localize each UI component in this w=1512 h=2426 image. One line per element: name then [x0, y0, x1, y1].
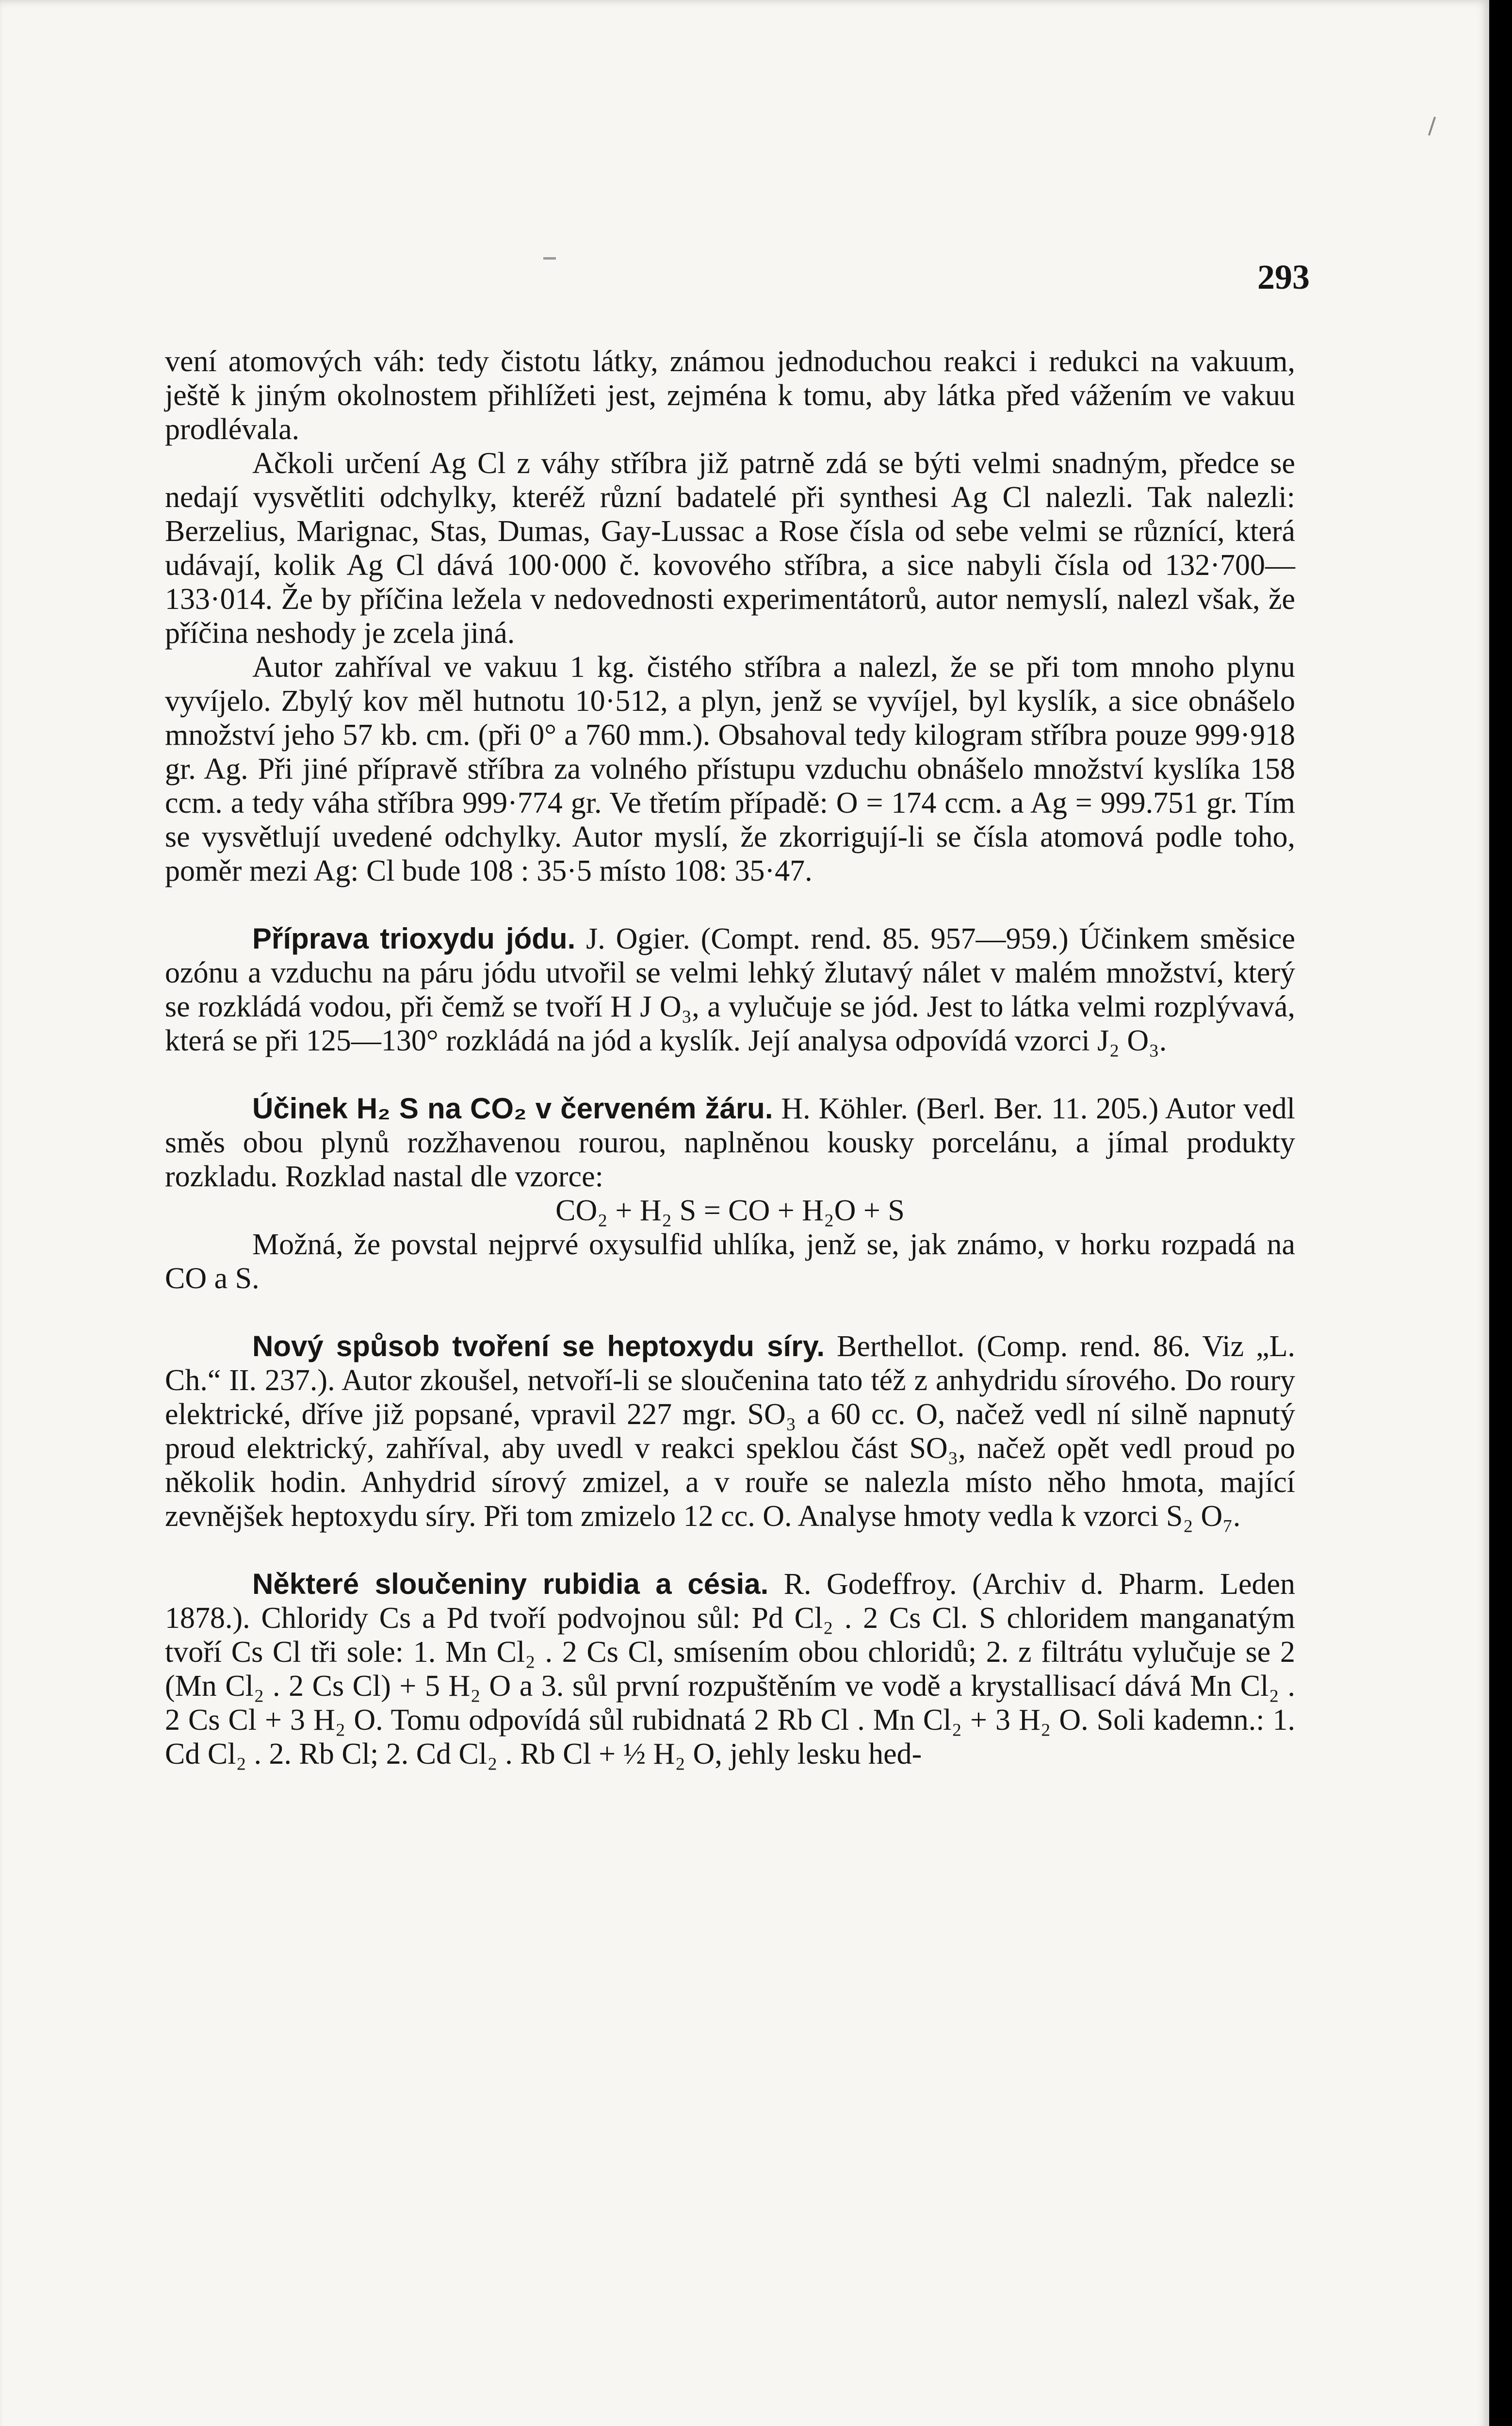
article-text: H. Köhler. (Berl. Ber. 11. 205.) Autor vedl směs obou plynů rozžhavenou rourou, naplněnou kousky porcelánu, a jímal produkty rozkladu. Rozklad nastal dle vzorce: [165, 1092, 1295, 1193]
article-heading: Účinek H₂ S na CO₂ v červeném žáru. [252, 1092, 773, 1125]
article-heading: Některé sloučeniny rubidia a césia. [252, 1568, 769, 1600]
page-text [165, 344, 1295, 1771]
page-number: 293 [1257, 258, 1310, 296]
stray-dash [543, 257, 556, 260]
paragraph-3 [165, 650, 1295, 888]
paragraph-text: Ačkoli určení Ag Cl z váhy stříbra již patrně zdá se býti velmi snadným, předce se nedají vysvětliti odchylky, kteréž různí badatelé při synthesi Ag Cl nalezli. Tak nalezli: Berzelius, Marignac, Stas, Dumas, Gay-Lussac a Rose čísla od sebe velmi se různící, která udávají, kolik Ag Cl dává 100·000 č. kovového stříbra, a sice nabyli čísla od 132·700—133·014. Že by příčina ležela v nedovednosti experimentátorů, autor nemyslí, nalezl však, že příčina neshody je zcela jiná. [165, 447, 1295, 650]
article-rubidium-cesium [165, 1567, 1295, 1771]
article-h2s-co2-continued: Možná, že povstal nejprvé oxysulfid uhlíka, jenž se, jak známo, v horku rozpadá na CO a S. [165, 1228, 1295, 1295]
article-text: R. Godeffroy. (Archiv d. Pharm. Leden 1878.). Chloridy Cs a Pd tvoří podvojnou sůl: Pd Cl₂ . 2 Cs Cl. S chloridem manganatým tvoří Cs Cl tři sole: 1. Mn Cl₂ . 2 Cs Cl, smísením obou chloridů; 2. z filtrátu vylučuje se 2 (Mn Cl₂ . 2 Cs Cl) + 5 H₂ O a 3. sůl první rozpuštěním ve vodě a krystallisací dává Mn Cl₂ . 2 Cs Cl + 3 H₂ O. Tomu odpovídá sůl rubidnatá 2 Rb Cl . Mn Cl₂ + 3 H₂ O. Soli kademn.: 1. Cd Cl₂ . 2. Rb Cl; 2. Cd Cl₂ . Rb Cl + ½ H₂ O, jehly lesku hed- [165, 1568, 1295, 1770]
paragraph-2 [165, 446, 1295, 650]
paragraph-text: vení atomových váh: tedy čistotu látky, známou jednoduchou reakci i redukci na vakuum, ještě k jiným okolnostem přihlížeti jest, zejména k tomu, aby látka před vážením ve vakuu prodlévala. [165, 345, 1295, 446]
stray-mark [1428, 116, 1436, 135]
article-heading: Nový spůsob tvoření se heptoxydu síry. [252, 1330, 825, 1362]
paragraph-text: Autor zahříval ve vakuu 1 kg. čistého stříbra a nalezl, že se při tom mnoho plynu vyvíjelo. Zbylý kov měl hutnotu 10·512, a plyn, jenž se vyvíjel, byl kyslík, a sice obnášelo množství jeho 57 kb. cm. (při 0° a 760 mm.). Obsahoval tedy kilogram stříbra pouze 999·918 gr. Ag. Při jiné přípravě stříbra za volného přístupu vzduchu obnášelo množství kyslíka 158 ccm. a tedy váha stříbra 999·774 gr. Ve třetím případě: O = 174 ccm. a Ag = 999.751 gr. Tím se vysvětlují uvedené odchylky. Autor myslí, že zkorrigují-li se čísla atomová podle toho, poměr mezi Ag: Cl bude 108 : 35·5 místo 108: 35·47. [165, 651, 1295, 887]
article-text: J. Ogier. (Compt. rend. 85. 957—959.) Účinkem směsice ozónu a vzduchu na páru jódu utvořil se velmi lehký žlutavý nálet v malém množství, který se rozkládá vodou, při čemž se tvoří H J O₃, a vylučuje se jód. Jest to látka velmi rozplývavá, která se při 125—130° rozkládá na jód a kyslík. Její analysa odpovídá vzorci J₂ O₃. [165, 922, 1295, 1057]
article-trioxide-iodine [165, 922, 1295, 1058]
paragraph-1 [165, 344, 1295, 446]
article-heading: Příprava trioxydu jódu. [252, 922, 576, 955]
article-h2s-co2 [165, 1092, 1295, 1194]
article-text: Berthellot. (Comp. rend. 86. Viz „L. Ch.“ II. 237.). Autor zkoušel, netvoří-li se sloučenina tato též z anhydridu sírového. Do roury elektrické, dříve již popsané, vpravil 227 mgr. SO₃ a 60 cc. O, načež vedl ní silně napnutý proud elektrický, zahříval, aby uvedl v reakci speklou část SO₃, načež opět vedl proud po několik hodin. Anhydrid sírový zmizel, a v rouře se nalezla místo něho hmota, mající zevnějšek heptoxydu síry. Při tom zmizelo 12 cc. O. Analyse hmoty vedla k vzorci S₂ O₇. [165, 1330, 1295, 1533]
reaction-equation: CO₂ + H₂ S = CO + H₂O + S [555, 1194, 905, 1227]
article-sulfur-heptoxide [165, 1329, 1295, 1533]
